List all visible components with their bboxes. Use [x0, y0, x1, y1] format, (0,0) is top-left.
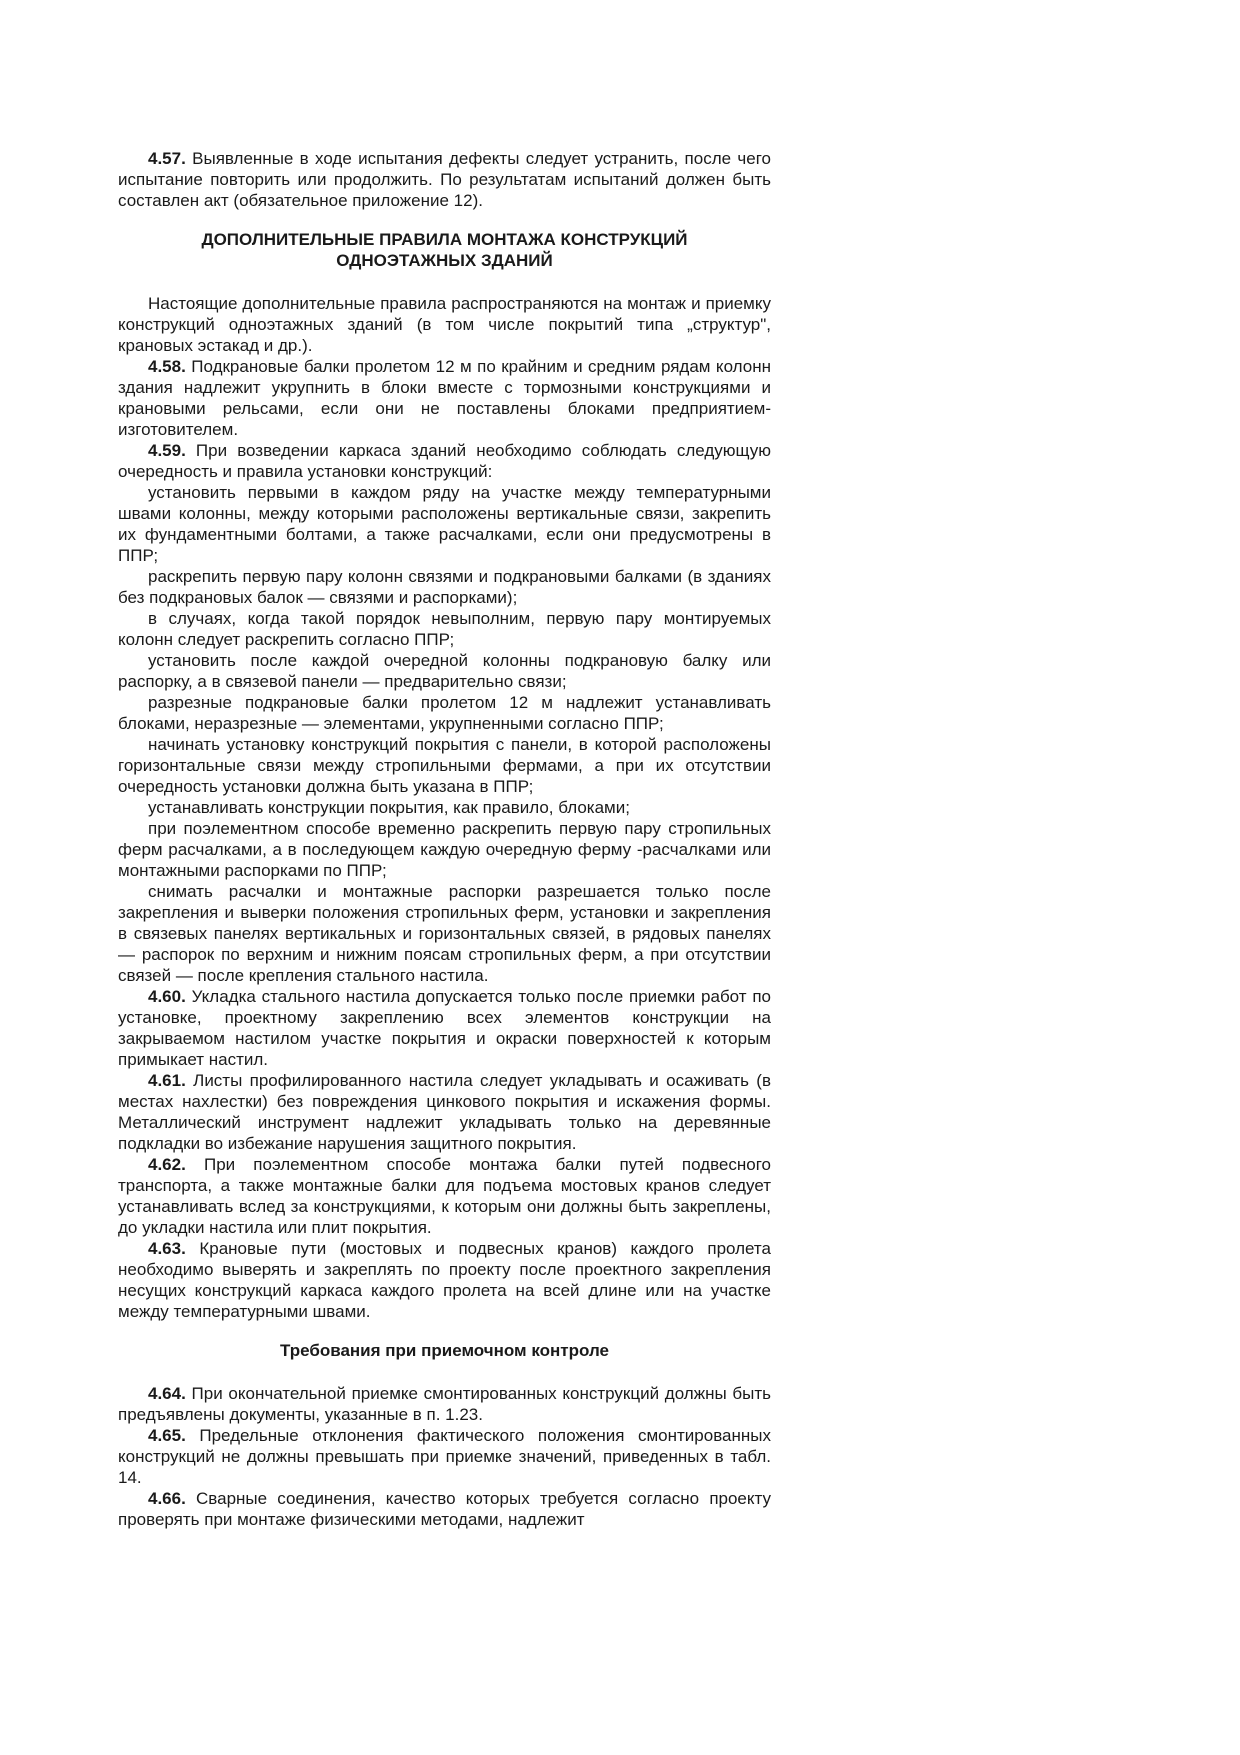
intro-paragraph — [118, 293, 771, 356]
paragraph-text: Листы профилированного настила следует укладывать и осаживать (в местах нахлестки) без повреждения цинкового покрытия и искажения формы. Металлический инструмент надлежит укладывать только на деревянные подкладки во избежание нарушения защитного покрытия. — [118, 1071, 771, 1153]
list-item-roof-start — [118, 734, 771, 797]
list-item-remove-braces — [118, 881, 771, 986]
clause-number: 4.57. — [148, 149, 186, 168]
paragraph-4-57 — [118, 148, 771, 211]
clause-number: 4.61. — [148, 1071, 186, 1090]
section-heading-line-2: ОДНОЭТАЖНЫХ ЗДАНИЙ — [336, 251, 553, 270]
paragraph-text: Выявленные в ходе испытания дефекты следует устранить, после чего испытание повторить или продолжить. По результатам испытаний должен быть составлен акт (обязательное приложение 12). — [118, 149, 771, 210]
paragraph-4-60 — [118, 986, 771, 1070]
document-page — [118, 148, 771, 1530]
paragraph-4-61 — [118, 1070, 771, 1154]
clause-number: 4.59. — [148, 441, 186, 460]
paragraph-4-64 — [118, 1383, 771, 1425]
clause-number: 4.63. — [148, 1239, 186, 1258]
clause-number: 4.65. — [148, 1426, 186, 1445]
paragraph-4-65 — [118, 1425, 771, 1488]
paragraph-text: в случаях, когда такой порядок невыполним, первую пару монтируемых колонн следует раскрепить согласно ППР; — [118, 609, 771, 649]
paragraph-text: Сварные соединения, качество которых требуется согласно проекту проверять при монтаже физическими методами, надлежит — [118, 1489, 771, 1529]
subsection-heading: Требования при приемочном контроле — [280, 1341, 609, 1360]
paragraph-text: начинать установку конструкций покрытия с панели, в которой расположены горизонтальные связи между стропильными фермами, а при их отсутствии очередность установки должна быть указана в ППР; — [118, 735, 771, 796]
clause-number: 4.58. — [148, 357, 186, 376]
paragraph-text: При окончательной приемке смонтированных конструкций должны быть предъявлены документы, указанные в п. 1.23. — [118, 1384, 771, 1424]
paragraph-4-63 — [118, 1238, 771, 1322]
list-item-alternative-order — [118, 608, 771, 650]
paragraph-text: Укладка стального настила допускается только после приемки работ по установке, проектному закреплению всех элементов конструкции на закрываемом настилом участке покрытия и окраски поверхностей к которым примыкает настил. — [118, 987, 772, 1069]
paragraph-text: При возведении каркаса зданий необходимо соблюдать следующую очередность и правила установки конструкций: — [118, 441, 771, 481]
list-item-roof-blocks — [118, 797, 771, 818]
clause-number: 4.62. — [148, 1155, 186, 1174]
paragraph-4-66 — [118, 1488, 771, 1530]
paragraph-4-62 — [118, 1154, 771, 1238]
list-item-brace-columns — [118, 566, 771, 608]
clause-number: 4.64. — [148, 1384, 186, 1403]
paragraph-text: Подкрановые балки пролетом 12 м по крайним и средним рядам колонн здания надлежит укрупнить в блоки вместе с тормозными конструкциями и крановыми рельсами, если они не поставлены блоками предприятием-изготовителем. — [118, 357, 771, 439]
paragraph-text: При поэлементном способе монтажа балки путей подвесного транспорта, а также монтажные балки для подъема мостовых кранов следует устанавливать вслед за конструкциями, к которым они должны быть закреплены, до укладки настила или плит покрытия. — [118, 1155, 771, 1237]
list-item-crane-beam — [118, 650, 771, 692]
list-item-element-method — [118, 818, 771, 881]
paragraph-4-58 — [118, 356, 771, 440]
clause-number: 4.66. — [148, 1489, 186, 1508]
paragraph-4-59 — [118, 440, 771, 482]
list-item-split-beams — [118, 692, 771, 734]
section-heading-line-1: ДОПОЛНИТЕЛЬНЫЕ ПРАВИЛА МОНТАЖА КОНСТРУКЦИЙ — [201, 230, 688, 249]
clause-number: 4.60. — [148, 987, 186, 1006]
paragraph-text: разрезные подкрановые балки пролетом 12 м надлежит устанавливать блоками, неразрезные — элементами, укрупненными согласно ППР; — [118, 693, 771, 733]
paragraph-text: установить после каждой очередной колонны подкрановую балку или распорку, а в связевой панели — предварительно связи; — [118, 651, 771, 691]
paragraph-text: установить первыми в каждом ряду на участке между температурными швами колонны, между которыми расположены вертикальные связи, закрепить их фундаментными болтами, а также расчалками, если они предусмотрены в ППР; — [118, 483, 771, 565]
paragraph-text: Предельные отклонения фактического положения смонтированных конструкций не должны превышать при приемке значений, приведенных в табл. 14. — [118, 1426, 772, 1487]
paragraph-text: при поэлементном способе временно раскрепить первую пару стропильных ферм расчалками, а в последующем каждую очередную ферму -расчалками или монтажными распорками по ППР; — [118, 819, 771, 880]
paragraph-text: Настоящие дополнительные правила распространяются на монтаж и приемку конструкций одноэтажных зданий (в том числе покрытий типа „структур", крановых эстакад и др.). — [118, 294, 771, 355]
paragraph-text: Крановые пути (мостовых и подвесных кранов) каждого пролета необходимо выверять и закреплять по проекту после проектного закрепления несущих конструкций каркаса каждого пролета на всей длине или на участке между температурными швами. — [118, 1239, 771, 1321]
list-item-install-columns — [118, 482, 771, 566]
paragraph-text: раскрепить первую пару колонн связями и подкрановыми балками (в зданиях без подкрановых балок — связями и распорками); — [118, 567, 771, 607]
paragraph-text: устанавливать конструкции покрытия, как правило, блоками; — [148, 798, 630, 817]
paragraph-text: снимать расчалки и монтажные распорки разрешается только после закрепления и выверки положения стропильных ферм, установки и закрепления в связевых панелях вертикальных и горизонтальных связей, в рядовых панелях — распорок по верхним и нижним поясам стропильных ферм, а при отсутствии связей — после крепления стального настила. — [118, 882, 771, 985]
